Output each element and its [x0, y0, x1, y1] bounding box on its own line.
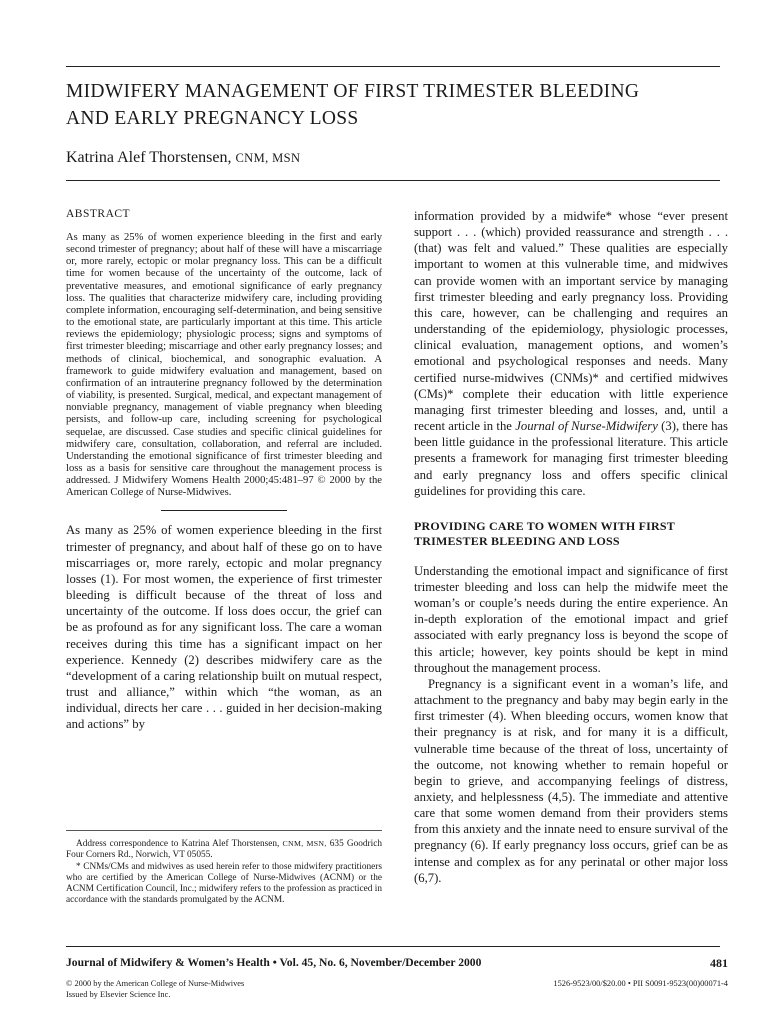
footnote-address-credentials: CNM, MSN, [282, 839, 327, 848]
section-paragraph-1: Understanding the emotional impact and significance of first trimester bleeding and loss can help the midwife meet the woman’s or couple’s needs during the entire experience. An in-depth exploration of the emotional impact and grief associated with early pregnancy loss is beyond the scope of this article; however, key points should be kept in mind throughout the management process. [414, 563, 728, 675]
intro-paragraph: As many as 25% of women experience bleeding in the first trimester of pregnancy, and about half of these go on to have miscarriages or, more rarely, ectopic and molar pregnancy losses (1). For most women, the experience of first trimester bleeding is difficult because of the threat of loss and uncertainty of the outcome. If loss does occur, the grief can be as profound as for any significant loss. The care a woman receives during this time has a significant impact on her experience. Kennedy (2) describes midwifery care as the “development of a caring relationship built on mutual respect, trust and alliance,” within which “the woman, as an individual, directs her care . . . guided in her decision-making and actions” by [66, 523, 382, 732]
footnote-cnm-definition: * CNMs/CMs and midwives as used herein refer to those midwifery practitioners who are certified by the American College of Nurse-Midwives (ACNM) or the ACNM Certification Council, Inc.; midwifery refers to the profession as practiced in accordance with the standards promulgated by the ACNM. [66, 861, 382, 906]
abstract-text: As many as 25% of women experience bleeding in the first and early second trimester of pregnancy; about half of these will have a miscarriage or, more rarely, ectopic or molar pregnancy loss. This can be a difficult time for women because of the uncertainty of the outcome, lack of preventative measures, and emotional significance of early pregnancy loss. The qualities that characterize midwifery care, including providing complete information, encouraging self-determination, and being sensitive to the emotional state, are particularly important at this time. This article reviews the epidemiology; physiologic process; signs and symptoms of first trimester bleeding; miscarriage and other early pregnancy losses; and methods of clinical, biochemical, and sonographic evaluation. A framework to guide midwifery evaluation and management, based on confirmation of an intrauterine pregnancy followed by the determination of viability, is presented. Surgical, medical, and expectant management of nonviable pregnancy, management of viable pregnancy when bleeding persists, and follow-up care, including screening for psychological sequelae, are discussed. Case studies and specific clinical guidelines for midwifery care, consultation, collaboration, and referral are included. Understanding the emotional significance of first trimester bleeding and loss as a basis for sensitive care throughout the management process is addressed. J Midwifery Womens Health 2000;45:481–97 © 2000 by the American College of Nurse-Midwives. [66, 232, 382, 499]
footnote-address-street: 635 Goodrich Four Corners Rd., Norwich, VT 05055. [66, 839, 382, 861]
section-paragraph-2: Pregnancy is a significant event in a woman’s life, and attachment to the pregnancy and baby may begin early in the first trimester (4). When bleeding occurs, women know that their pregnancy is at risk, and for many it is a difficult, vulnerable time because of the threat of loss, uncertainty of the outcome, not knowing whether to remain hopeful or begin to grieve, and accompanying feelings of distress, anxiety, and helplessness (4,5). The immediate and attentive care that some women demand from their providers stems from this anxiety and the innate need to ensure survival of the pregnancy (6). If early pregnancy loss occurs, grief can be as intense and complex as for any perinatal or other major loss (6,7). [414, 676, 728, 885]
continued-paragraph-text: information provided by a midwife* whose “ever present support . . . (which) provided reassurance and strength . . . (that) was felt and valued.” These qualities are especially important to women at this vulnerable time, and midwives can provide women with an important service by managing first trimester bleeding and early pregnancy loss. Providing this care, however, can be challenging and requires an understanding of the epidemiology, physiologic processes, clinical evaluation, management options, and women’s emotional and psychological responses and needs. Many certified nurse-midwives (CNMs)* and certified midwives (CMs)* complete their education with little experience managing first trimester bleeding and losses, and, until a recent article in the [414, 209, 728, 434]
copyright-line: © 2000 by the American College of Nurse-Midwives [66, 979, 245, 988]
left-column [66, 208, 382, 732]
continued-paragraph-end: (3), there has been little guidance in the professional literature. This article presents a framework for managing first trimester bleeding and early pregnancy loss and offers specific clinical guidelines for providing this care. [414, 419, 728, 498]
section-heading: PROVIDING CARE TO WOMEN WITH FIRST TRIMESTER BLEEDING AND LOSS [414, 518, 675, 548]
title-line-2: AND EARLY PREGNANCY LOSS [66, 108, 359, 129]
title-line-1: MIDWIFERY MANAGEMENT OF FIRST TRIMESTER BLEEDING [66, 81, 640, 102]
page-number: 481 [710, 956, 728, 970]
header-rule [66, 180, 720, 181]
footnote-address [66, 838, 382, 862]
footnotes [66, 830, 382, 907]
author-byline [66, 149, 300, 167]
article-title [66, 78, 720, 132]
journal-reference: Journal of Nurse-Midwifery [515, 419, 658, 434]
abstract-heading: ABSTRACT [66, 208, 131, 220]
top-rule [66, 66, 720, 67]
publisher-line: Issued by Elsevier Science Inc. [66, 990, 171, 999]
author-credentials: CNM, MSN [235, 151, 301, 165]
abstract-divider [161, 510, 287, 511]
footer-copyright [66, 978, 396, 1000]
footer-journal-citation: Journal of Midwifery & Women’s Health • Vol. 45, No. 6, November/December 2000 [66, 956, 482, 969]
footer-identifier: 1526-9523/00/$20.00 • PII S0091-9523(00)00071-4 [553, 979, 728, 988]
footer-rule [66, 946, 720, 947]
author-name: Katrina Alef Thorstensen, [66, 149, 232, 166]
footnote-address-text: Address correspondence to Katrina Alef Thorstensen, [76, 839, 280, 849]
right-column [414, 208, 728, 886]
continued-paragraph [414, 208, 728, 499]
